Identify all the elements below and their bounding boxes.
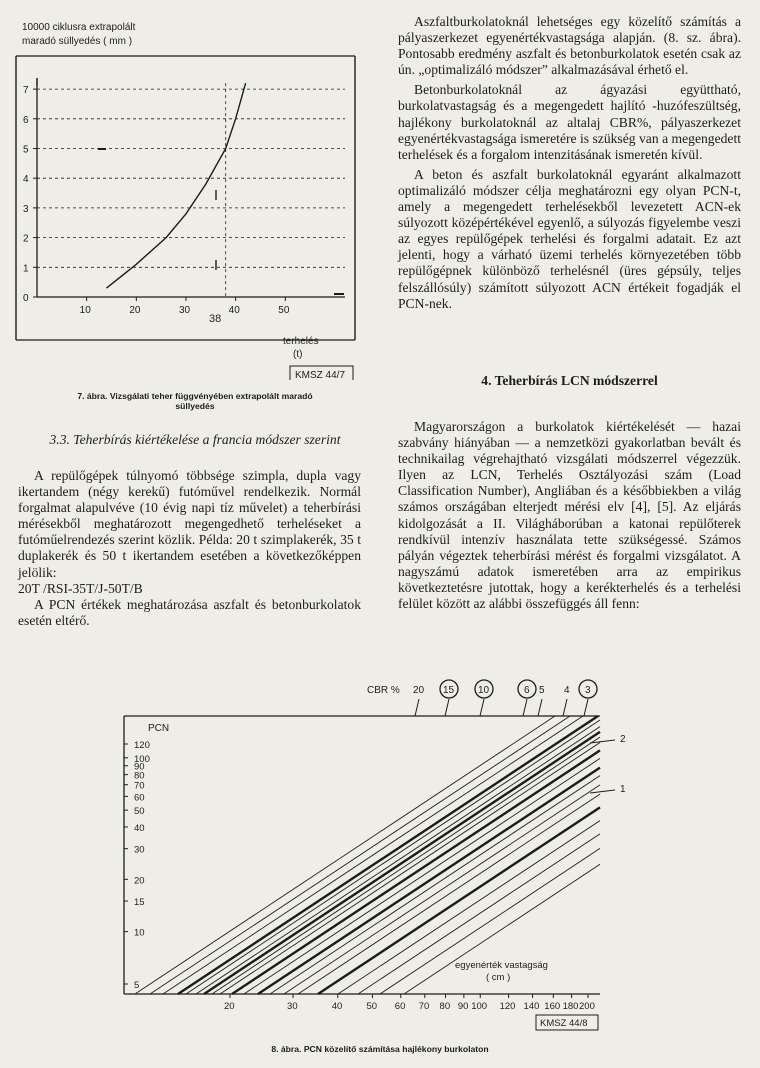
fig8-y-tick-label: 120 (134, 740, 150, 751)
fig8-x-tick-label: 120 (499, 1001, 516, 1012)
fig7-caption-line1: 7. ábra. Vizsgálati teher függvényében extrapolált maradó (77, 391, 313, 401)
fig8-y-tick-label: 50 (134, 806, 145, 818)
fig8-y-ticks (124, 740, 150, 991)
fig8-x-tick-label: 50 (366, 1001, 378, 1012)
fig8-y-tick-label: 10 (134, 927, 145, 939)
fig7-marker-38: 38 (209, 313, 222, 325)
fig8-curve-1 (590, 790, 615, 793)
fig8-y-tick-label: 20 (134, 875, 145, 887)
fig8-line (204, 732, 600, 994)
fig7-ylabel-line1: 10000 ciklusra extrapolált (22, 22, 136, 33)
fig8-lines (135, 716, 600, 994)
fig8-cbr-tick (480, 699, 484, 716)
fig8-x-tick-label: 70 (418, 1001, 430, 1012)
fig8-cbr-label: 6 (524, 685, 530, 696)
fig7-caption-line2: süllyedés (175, 401, 215, 411)
fig8-line (284, 785, 600, 994)
fig8-x-tick-label: 160 (544, 1001, 561, 1012)
fig8-x-tick-label: 100 (471, 1001, 488, 1012)
fig7-x-tick-label: 10 (79, 305, 91, 316)
fig8-line (135, 716, 555, 994)
section-4-paragraph: Magyarországon a burkolatok kiértékelését — hazai szabvány hiányában — a nemzetközi gyakorlatban bevált és technikailag végrehajtható vizsgálati módszerrel végezzük. Ilyen az LCN, Terhelés Osztályozási szám (Load Classification Number), Angliában és a későbbiekben a világ számos országában elterjedt mérési elv [4], [5]. Az eljárás kidolgozását a II. Világháborúban a katonai repülőterek rendkívül intenzív használata tette szükségessé. Számos pályán végeztek teherbírási mérést és forgalmi vizsgálatot. A nagyszámú adatok ismeretében arra az empirikus következtetésre jutottak, hogy a kerékterhelés és a terhelési felület között az alábbi összefüggés áll fenn: (398, 419, 741, 612)
fig8-y-tick-label: 70 (134, 780, 145, 792)
right-paragraph-2: Betonburkolatoknál az ágyazási együttható, burkolatvastagság és a megengedett hajlító -huzófeszültség, hajlékony burkolatoknál az altalaj CBR%, pályaszerkezet egyenértékvastagsága ismeretére is szükség van a megengedett terhelések és a forgalom intenzitásának ismeretén kívül. (398, 82, 741, 162)
fig8-stamp: KMSZ 44/8 (540, 1018, 588, 1029)
fig7-y-tick-label: 7 (23, 85, 29, 97)
fig7-y-tick-label: 5 (23, 144, 29, 156)
fig7-xlabel-line1: terhelés (283, 336, 319, 347)
fig8-line (270, 776, 600, 994)
fig8-x-tick-label: 180 (562, 1001, 579, 1012)
left-paragraph-2: A PCN értékek meghatározása aszfalt és betonburkolatok esetén eltérő. (18, 596, 361, 628)
fig8-x-tick-label: 30 (287, 1001, 298, 1012)
section-3-3-title: 3.3. Teherbírás kiértékelése a francia módszer szerint (49, 432, 341, 447)
fig8-y-tick-label: 100 (134, 753, 150, 765)
fig8-line (258, 768, 600, 994)
fig7-y-tick-label: 2 (23, 233, 29, 245)
fig8-cbr-label: 20 (413, 685, 425, 696)
fig8-cbr-tick (584, 699, 588, 716)
fig7-y-tick-label: 4 (23, 174, 29, 186)
fig8-pcn-label: PCN (148, 723, 170, 734)
section-4-title: 4. Teherbírás LCN módszerrel (481, 373, 658, 388)
fig7-stamp: KMSZ 44/7 (295, 370, 346, 380)
fig8-x-tick-label: 200 (579, 1001, 595, 1012)
fig7-xlabel-line2: (t) (293, 349, 303, 360)
fig8-curve-label-1: 1 (620, 784, 626, 795)
right-paragraph-1: Aszfaltburkolatoknál lehetséges egy közelítő számítás a pályaszerkezet egyenértékvastagsága alapján. (8. sz. ábra). Pontosabb eredmény aszfalt és betonburkolatok esetén csak az ún. „optimalizáló módszer” alkalmazásával érhető el. (398, 14, 741, 78)
fig8-x-tick-label: 140 (523, 1001, 540, 1012)
fig8-line (186, 720, 600, 994)
fig8-y-tick-label: 15 (134, 897, 145, 909)
fig8-cbr-tick (538, 699, 542, 716)
fig8-y-tick-label: 30 (134, 844, 145, 856)
fig7-y-tick-label: 3 (23, 203, 29, 215)
fig8-curve-label-2: 2 (620, 734, 626, 745)
fig8-x-tick-label: 60 (394, 1001, 406, 1012)
fig8-x-tick-label: 40 (331, 1001, 343, 1012)
fig8-line (232, 750, 600, 994)
fig8-x-ticks (224, 994, 595, 1012)
fig7-y-tick-label: 1 (23, 263, 29, 275)
fig7-y-ticks (23, 85, 37, 304)
fig8-cbr-label: 15 (443, 685, 455, 696)
fig8-cbr-label: 10 (478, 685, 490, 696)
fig8-line (163, 716, 583, 994)
fig8-line (150, 716, 570, 994)
fig8-y-tick-label: 40 (134, 822, 145, 834)
figure-8-chart (0, 660, 760, 1040)
fig8-cbr-labels (413, 680, 597, 716)
fig8-cbr-tick (523, 699, 527, 716)
fig8-cbr-label: CBR % (367, 685, 400, 696)
fig7-x-ticks (80, 297, 290, 316)
right-paragraph-3: A beton és aszfalt burkolatoknál egyaránt alkalmazott optimalizáló módszer célja meghatározni egy olyan PCN-t, amely a megengedett terhelésekből levezetett ACN-ek súlyozott középértékével egyenlő, a súlyozás figyelembe veszi az egyes repülőgépek terhelési és forgalmi adatait. Ez azt jelenti, hogy a várható üzemi terhelés környezetében több repülőgépnek különböző terhelésnél (üres gépsúly, teljes felszállósúly) számított súlyozott ACN értékeit fogadják el PCN-nek. (398, 166, 741, 311)
fig8-line (220, 742, 600, 994)
fig8-y-tick-label: 90 (134, 761, 145, 773)
fig7-ylabel-line2: maradó süllyedés ( mm ) (22, 36, 133, 47)
fig8-cbr-label: 5 (539, 685, 545, 696)
fig8-line (178, 716, 598, 994)
fig8-x-tick-label: 20 (224, 1001, 235, 1012)
fig8-curves (590, 740, 615, 793)
fig7-x-tick-label: 20 (129, 305, 141, 316)
fig8-cbr-tick (415, 699, 419, 716)
fig7-x-tick-label: 40 (228, 305, 240, 316)
fig7-grid (37, 83, 345, 297)
fig8-cbr-label: 3 (585, 685, 591, 696)
fig7-x-tick-label: 50 (278, 305, 290, 316)
fig8-x-tick-label: 80 (439, 1001, 451, 1012)
fig8-cbr-tick (445, 699, 449, 716)
left-paragraph-1: A repülőgépek túlnyomó többsége szimpla, dupla vagy ikertandem (négy kerekű) futóművel rendelkezik. Normál forgalmat alapulvéve (10 évig napi tíz művelet) a teherbírási mérésekből meghatározott megengedhető terheléseket a futóműelrendezés szerint közlik. Példa: 20 t szimplakerék, 35 t duplakerék és 50 t ikertandem esetében a következőképpen jelölik: (18, 468, 361, 580)
fig8-caption: 8. ábra. PCN közelítő számítása hajlékony burkolaton (271, 1044, 489, 1054)
fig8-cbr-tick (563, 699, 567, 716)
figure-7-chart (0, 0, 380, 380)
fig7-x-tick-label: 30 (178, 305, 191, 316)
fig7-series-line (107, 83, 246, 288)
fig7-y-tick-label: 0 (23, 293, 29, 304)
fig8-xlabel-line2: ( cm ) (486, 972, 511, 983)
fig8-xlabel-line1: egyenérték vastagság (455, 960, 548, 971)
fig8-line (212, 737, 600, 994)
fig7-y-tick-label: 6 (23, 114, 29, 126)
fig8-y-tick-label: 80 (134, 770, 145, 782)
fig8-x-tick-label: 90 (457, 1001, 469, 1012)
fig8-y-tick-label: 5 (134, 980, 140, 991)
fig8-cbr-label: 4 (564, 685, 570, 696)
left-formula: 20T /RSI-35T/J-50T/B (18, 580, 143, 596)
fig8-line (244, 758, 600, 994)
fig8-y-tick-label: 60 (134, 792, 145, 804)
